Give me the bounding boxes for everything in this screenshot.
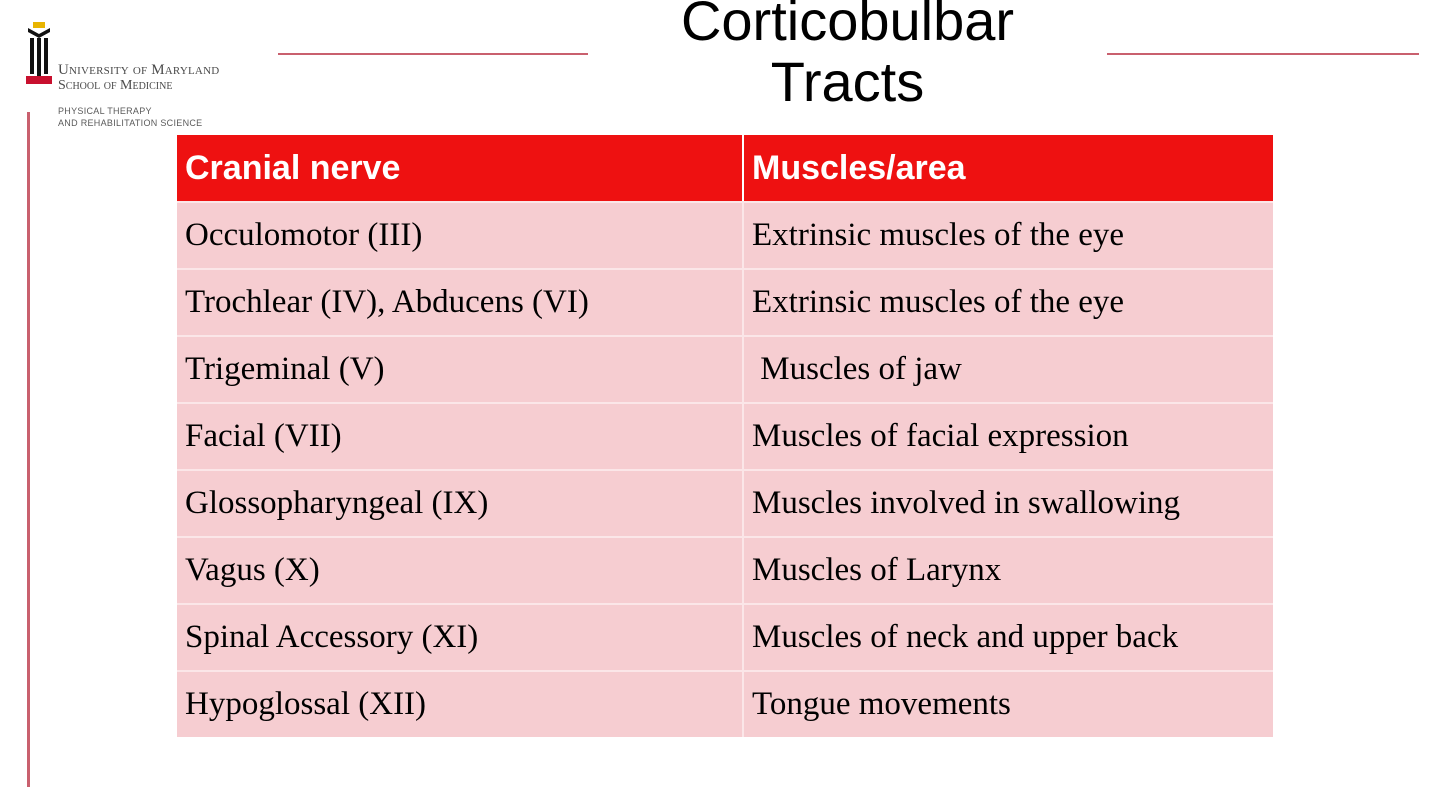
university-logo — [24, 20, 274, 128]
table-row — [177, 201, 1273, 268]
logo-department-line-2: AND REHABILITATION SCIENCE — [58, 118, 203, 128]
table-row — [177, 603, 1273, 670]
cranial-nerve-cell: Hypoglossal (XII) — [177, 672, 744, 737]
muscles-area-cell: Muscles of neck and upper back — [752, 619, 1179, 655]
muscles-area-cell: Extrinsic muscles of the eye — [752, 217, 1125, 253]
cranial-nerve-cell: Spinal Accessory (XI) — [177, 605, 744, 670]
table-row — [177, 469, 1273, 536]
muscles-area-cell: Extrinsic muscles of the eye — [752, 284, 1125, 320]
cranial-nerve-cell: Vagus (X) — [177, 538, 744, 603]
logo-department-line-1: PHYSICAL THERAPY — [58, 106, 152, 116]
table-row — [177, 268, 1273, 335]
table-header — [177, 135, 1273, 201]
header-cranial-nerve: Cranial nerve — [177, 135, 744, 201]
muscles-area-cell: Muscles involved in swallowing — [752, 485, 1181, 521]
cranial-nerve-table — [177, 135, 1273, 753]
logo-school-name: School of Medicine — [58, 78, 173, 93]
cranial-nerve-cell: Glossopharyngeal (IX) — [177, 471, 744, 536]
cranial-nerve-cell: Trigeminal (V) — [177, 337, 744, 402]
university-crest-icon — [24, 22, 54, 84]
cranial-nerve-cell: Facial (VII) — [177, 404, 744, 469]
table-row — [177, 536, 1273, 603]
muscles-area-cell: Muscles of facial expression — [752, 418, 1129, 454]
slide-title — [600, 0, 1095, 112]
muscles-area-cell: Muscles of Larynx — [752, 552, 1002, 588]
slide-title-line-2: Tracts — [770, 50, 925, 113]
table-row — [177, 402, 1273, 469]
cranial-nerve-cell: Occulomotor (III) — [177, 203, 744, 268]
slide-title-line-1: Corticobulbar — [680, 0, 1015, 52]
title-rule-left — [278, 53, 588, 55]
header-muscles-area: Muscles/area — [752, 148, 966, 187]
table-row — [177, 335, 1273, 402]
table-row — [177, 670, 1273, 737]
cranial-nerve-cell: Trochlear (IV), Abducens (VI) — [177, 270, 744, 335]
side-rule — [27, 112, 30, 787]
muscles-area-cell: Muscles of jaw — [752, 351, 962, 387]
muscles-area-cell: Tongue movements — [752, 686, 1011, 722]
title-rule-right — [1107, 53, 1419, 55]
logo-department — [58, 105, 258, 129]
logo-university-name: University of Maryland — [58, 62, 220, 78]
